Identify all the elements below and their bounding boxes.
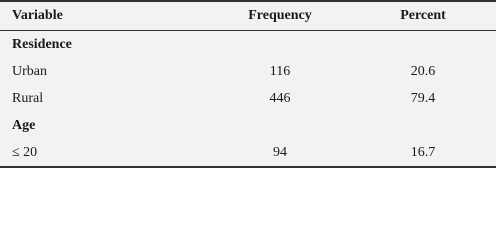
header-frequency: Frequency <box>248 8 312 23</box>
header-variable: Variable <box>12 8 63 23</box>
cell-frequency: 446 <box>269 90 291 106</box>
section-age <box>0 112 496 139</box>
cell-variable: ≤ 20 <box>12 144 38 160</box>
cell-frequency: 116 <box>269 63 291 79</box>
cell-variable: Rural <box>12 90 44 106</box>
cell-variable: Urban <box>12 63 47 79</box>
cell-frequency: 94 <box>273 144 287 160</box>
table-row <box>0 85 496 112</box>
table-header-row <box>0 2 496 31</box>
section-title: Residence <box>12 36 72 52</box>
header-percent: Percent <box>400 8 446 23</box>
table-row <box>0 58 496 85</box>
cell-percent: 20.6 <box>410 63 436 79</box>
cell-percent: 16.7 <box>410 144 436 160</box>
table-row <box>0 139 496 166</box>
cell-percent: 79.4 <box>410 90 436 106</box>
section-title: Age <box>12 117 36 133</box>
section-residence <box>0 31 496 58</box>
